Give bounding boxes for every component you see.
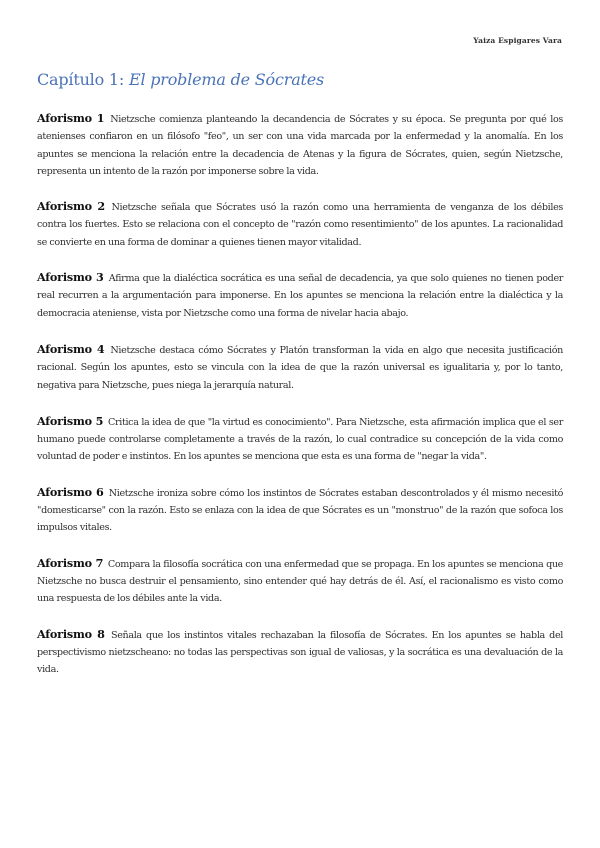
aphorism-text: Nietzsche destaca cómo Sócrates y Platón transforman la vida en algo que necesita justificación racional. Según los apuntes, esto se vincula con la idea de que la razón universal es igualitaria y, por lo tanto, negativa para Nietzsche, pues niega la jerarquía natural. <box>37 344 564 391</box>
aphorism-label: Aforismo 5 <box>37 413 104 428</box>
chapter-prefix: Capítulo 1: <box>37 70 129 89</box>
chapter-title <box>37 70 324 89</box>
aphorism-label: Aforismo 4 <box>37 341 105 356</box>
document-body <box>37 110 563 678</box>
aphorism-2 <box>37 198 563 251</box>
aphorism-text: Nietzsche señala que Sócrates usó la razón como una herramienta de venganza de los débiles contra los fuertes. Esto se relaciona con el concepto de "razón como resentimiento" de los apuntes. La racionalidad se convierte en una forma de dominar a quienes tienen mayor vitalidad. <box>37 202 563 248</box>
aphorism-3 <box>37 269 563 322</box>
aphorism-7 <box>37 555 563 608</box>
aphorism-8 <box>37 626 563 679</box>
aphorism-1 <box>37 110 563 180</box>
author-name: Yaiza Espigares Vara <box>473 36 562 45</box>
aphorism-label: Aforismo 8 <box>37 626 105 641</box>
aphorism-text: Afirma que la dialéctica socrática es una señal de decadencia, ya que solo quienes no tienen poder real recurren a la argumentación para imponerse. En los apuntes se menciona la relación entre la dialéctica y la democracia ateniense, vista por Nietzsche como una forma de nivelar hacia abajo. <box>37 273 564 319</box>
aphorism-6 <box>37 484 563 537</box>
aphorism-text: Nietzsche comienza planteando la decandencia de Sócrates y su época. Se pregunta por qué los atenienses confiaron en un filósofo "feo", un ser con una vida marcada por la enfermedad y la anomalía. En los apuntes se menciona la relación entre la decadencia de Atenas y la figura de Sócrates, quien, según Nietzsche, representa un intento de la razón por imponerse sobre la vida. <box>37 114 564 177</box>
aphorism-4 <box>37 341 563 394</box>
aphorism-label: Aforismo 7 <box>37 555 104 570</box>
aphorism-label: Aforismo 1 <box>37 111 105 125</box>
aphorism-5 <box>37 413 563 466</box>
aphorism-label: Aforismo 6 <box>37 484 104 499</box>
aphorism-text: Nietzsche ironiza sobre cómo los instintos de Sócrates estaban descontrolados y él mismo necesitó "domesticarse" con la razón. Esto se enlaza con la idea de que Sócrates es un "monstruo" de la razón que sofoca los impulsos vitales. <box>37 487 563 534</box>
chapter-title-text: El problema de Sócrates <box>128 70 325 89</box>
aphorism-text: Señala que los instintos vitales rechazaban la filosofía de Sócrates. En los apuntes se habla del perspectivismo nietzscheano: no todas las perspectivas son igual de valiosas, y la socrática es una devaluación de la vida. <box>37 629 563 676</box>
aphorism-text: Critica la idea de que "la virtud es conocimiento". Para Nietzsche, esta afirmación implica que el ser humano puede controlarse completamente a través de la razón, lo cual contradice su concepción de la vida como voluntad de poder e instintos. En los apuntes se menciona que esta es una forma de "negar la vida". <box>37 416 563 463</box>
aphorism-text: Compara la filosofía socrática con una enfermedad que se propaga. En los apuntes se menciona que Nietzsche no busca destruir el pensamiento, sino entender qué hay detrás de él. Así, el racionalismo es visto como una respuesta de los débiles ante la vida. <box>37 558 564 605</box>
aphorism-label: Aforismo 3 <box>37 270 104 285</box>
aphorism-label: Aforismo 2 <box>37 199 105 214</box>
